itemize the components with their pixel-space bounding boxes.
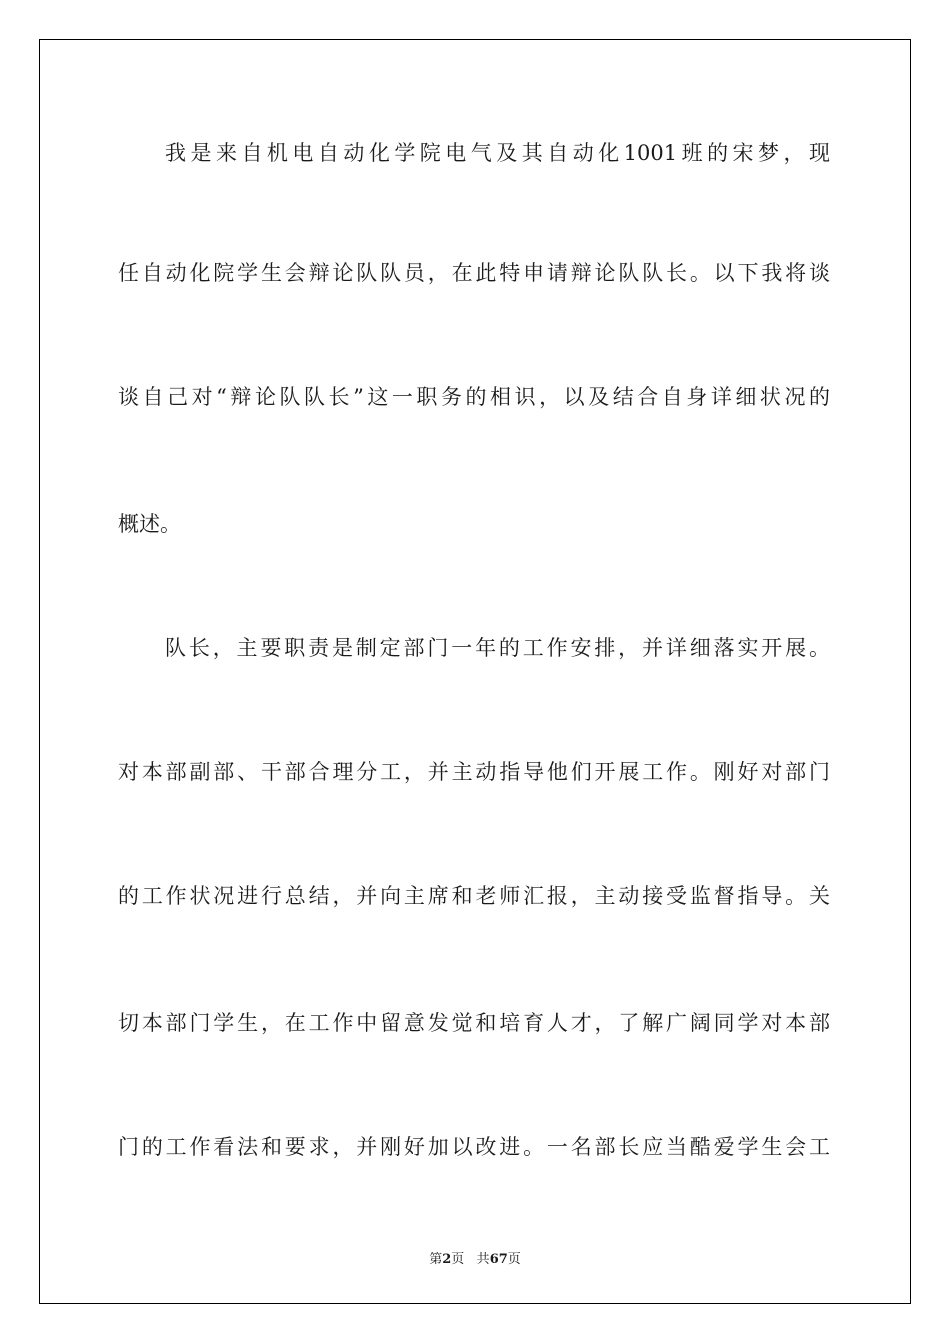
paragraph-2-line-2: 对本部副部、干部合理分工，并主动指导他们开展工作。刚好对部门 — [118, 760, 830, 784]
paragraph-1-line-1: 我是来自机电自动化学院电气及其自动化1001班的宋梦，现 — [165, 141, 830, 165]
paragraph-2-line-4: 切本部门学生，在工作中留意发觉和培育人才，了解广阔同学对本部 — [118, 1011, 830, 1035]
footer-page-prefix: 第 — [429, 1252, 443, 1267]
page-border — [39, 39, 911, 1304]
paragraph-2-line-3: 的工作状况进行总结，并向主席和老师汇报，主动接受监督指导。关 — [118, 884, 830, 908]
footer-total-prefix: 共 — [476, 1252, 490, 1267]
footer-page-number: 2 — [442, 1252, 452, 1267]
footer-page-suffix: 页 — [451, 1252, 465, 1267]
paragraph-1-line-3: 谈自己对“辩论队队长”这一职务的相识，以及结合自身详细状况的 — [118, 385, 830, 409]
page-footer — [0, 1248, 950, 1267]
footer-total-suffix: 页 — [507, 1252, 521, 1267]
paragraph-1-line-2: 任自动化院学生会辩论队队员，在此特申请辩论队队长。以下我将谈 — [118, 261, 830, 285]
paragraph-1-line-4: 概述。 — [118, 512, 181, 536]
paragraph-2-line-1: 队长，主要职责是制定部门一年的工作安排，并详细落实开展。 — [165, 636, 830, 660]
footer-total-pages: 67 — [489, 1252, 508, 1267]
paragraph-2-line-5: 门的工作看法和要求，并刚好加以改进。一名部长应当酷爱学生会工 — [118, 1135, 830, 1159]
